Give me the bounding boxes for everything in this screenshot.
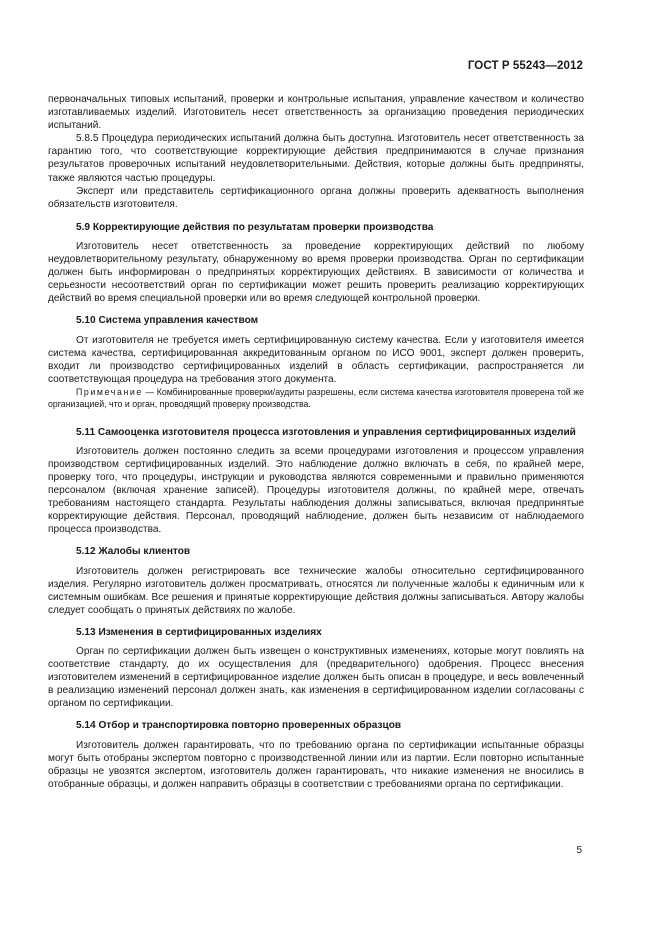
section-text-5-12: Изготовитель должен регистрировать все технические жалобы относительно сертифицированного изделия. Регулярно изготовитель должен просматривать, относятся ли полученные жалобы к единичным или к системным ошибкам. Все решения и принятые корректирующие действия должны записываться. Автору жалобы следует сообщать о принятых действиях по жалобе. [48, 565, 584, 616]
paragraph-expert: Эксперт или представитель сертификационного органа должны проверить адекватность выполнения обязательств изготовителя. [48, 185, 584, 210]
paragraph-5-8-5: 5.8.5 Процедура периодических испытаний должна быть доступна. Изготовитель несет ответственность за гарантию того, что соответствующие корректирующие действия предпринимаются в случае признания результатов проверочных испытаний неудовлетворительными. Действия, которые должны быть предприняты, также являются частью процедуры. [48, 133, 584, 184]
section-text-5-11: Изготовитель должен постоянно следить за всеми процедурами изготовления и процессом управления производством сертифицированных изделий. Это наблюдение должно включать в себя, по крайней мере, проверку того, что процедуры, инструкции и руководства являются современными и правильно применяются персоналом (включая хранение записей). Процедуры изготовителя должны, по крайней мере, отвечать требованиям настоящего стандарта. Результаты наблюдения должны записываться, включая предпринятые корректирующие действия. Персонал, проводящий наблюдение, должен быть независим от наблюдаемого процесса производства. [48, 445, 584, 536]
note-label: Примечание [76, 386, 143, 397]
section-title-5-9: 5.9 Корректирующие действия по результатам проверки производства [76, 221, 434, 233]
section-title-5-14: 5.14 Отбор и транспортировка повторно проверенных образцов [76, 720, 402, 732]
section-text-5-13: Орган по сертификации должен быть извещен о конструктивных изменениях, которые могут повлиять на соответствие стандарту, до их осуществления для (предварительного) одобрения. Процесс внесения изготовителем изменений в сертифицированное изделие должен быть описан в процедуре, и весь вовлеченный в реализацию изменений персонал должен знать, как изменения в сертифицированном изделии согласованы с органом по сертификации. [48, 646, 584, 710]
paragraph-continuation: первоначальных типовых испытаний, проверки и контрольные испытания, управление качеством и количество изготавливаемых изделий. Изготовитель несет ответственность за организацию проведения периодических испытаний. [48, 94, 584, 132]
section-title-5-11: 5.11 Самооценка изготовителя процесса изготовления и управления сертифицированных изделий [76, 426, 576, 438]
note-text: — Комбинированные проверки/аудиты разрешены, если система качества изготовителя проверена той же организацией, что и орган, проводящий проверку производства. [48, 386, 584, 410]
section-title-5-10: 5.10 Система управления качеством [76, 315, 259, 327]
section-text-5-14: Изготовитель должен гарантировать, что по требованию органа по сертификации испытанные образцы могут быть отобраны экспертом повторно с производственной линии или из партии. Если повторно испытанные образцы не увозятся экспертом, изготовитель должен гарантировать, что никакие изменения не вносились в отобранные образцы, и должен направить образцы в соответствии с требованиями органа по сертификации. [48, 739, 584, 790]
section-text-5-9: Изготовитель несет ответственность за проведение корректирующих действий по любому неудовлетворительному результату, обнаруженному во время проверки производства. Орган по сертификации должен быть информирован о предпринятых корректирующих действиях. В зависимости от количества и серьезности несоответствий орган по сертификации может решить проверить реализацию корректирующих действий во время специальной проверки или во время следующей контрольной проверки. [48, 240, 584, 305]
document-body [48, 93, 584, 791]
section-title-5-12: 5.12 Жалобы клиентов [76, 546, 191, 558]
document-id-header: ГОСТ Р 55243—2012 [467, 60, 583, 72]
section-title-5-13: 5.13 Изменения в сертифицированных изделиях [76, 626, 322, 638]
note [48, 386, 584, 411]
section-text-5-10: От изготовителя не требуется иметь сертифицированную систему качества. Если у изготовителя имеется система качества, сертифицированная аккредитованным органом по ИСО 9001, эксперт должен проверить, входит ли производство сертифицированных изделий в область сертификации, распространяется ли соответствующая процедура на требования этого документа. [48, 334, 584, 385]
page-number: 5 [576, 845, 582, 856]
